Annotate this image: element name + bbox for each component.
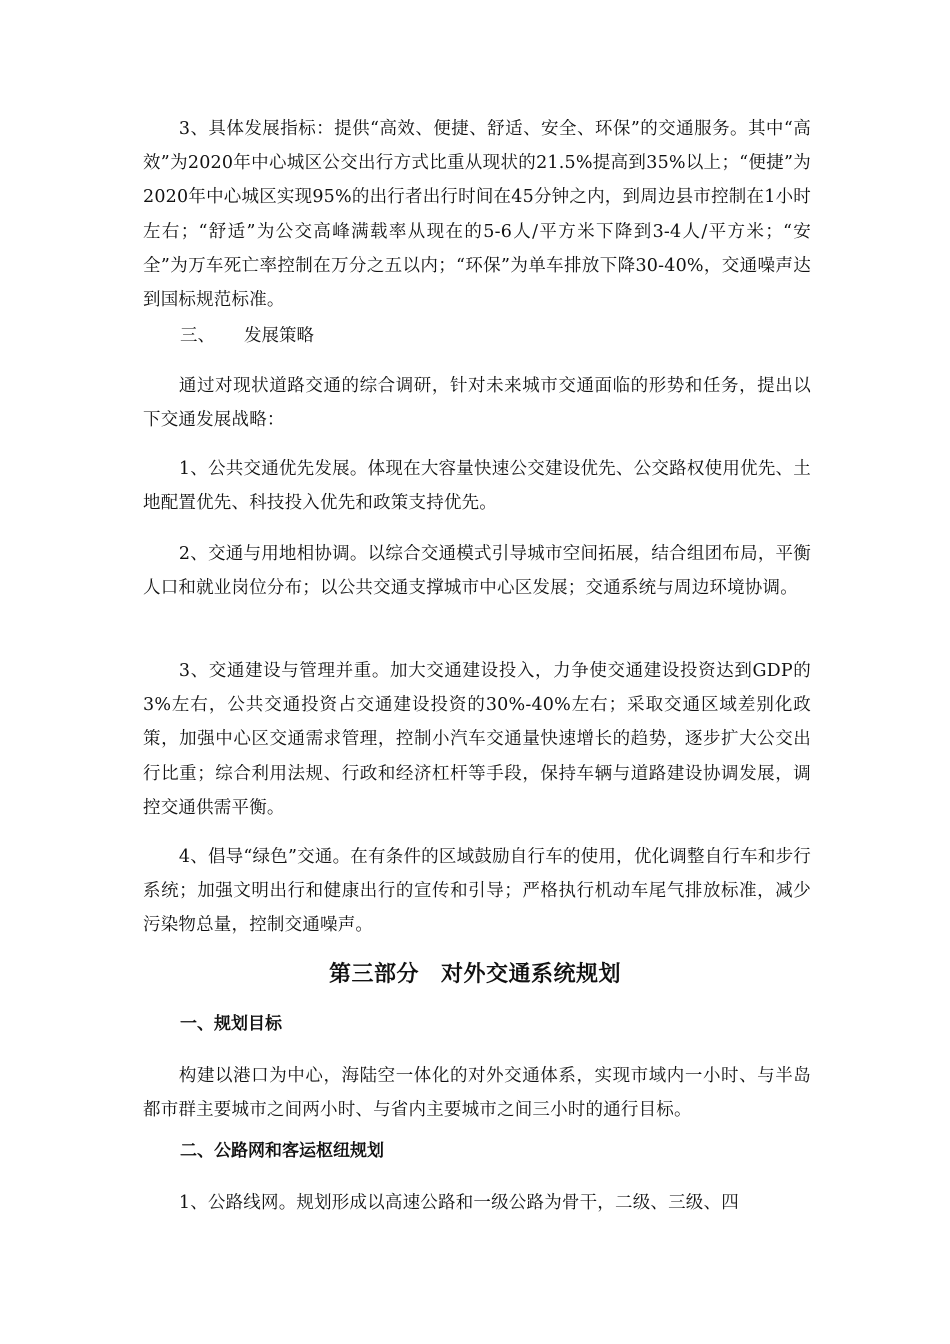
paragraph-strategy-land-use: 2、交通与用地相协调。以综合交通模式引导城市空间拓展，结合组团布局，平衡人口和就业岗位分布；以公共交通支撑城市中心区发展；交通系统与周边环境协调。 xyxy=(143,544,811,599)
heading-development-strategy xyxy=(180,319,314,353)
paragraph-strategy-green-transport: 4、倡导“绿色”交通。在有条件的区域鼓励自行车的使用，优化调整自行车和步行系统；加强文明出行和健康出行的宣传和引导；严格执行机动车尾气排放标准，减少污染物总量，控制交通噪声。 xyxy=(143,847,811,936)
heading-planning-goal: 一、规划目标 xyxy=(180,1014,282,1034)
paragraph-planning-goal: 构建以港口为中心，海陆空一体化的对外交通体系，实现市域内一小时、与半岛都市群主要城市之间两小时、与省内主要城市之间三小时的通行目标。 xyxy=(143,1066,811,1121)
paragraph-strategy-transit-priority: 1、公共交通优先发展。体现在大容量快速公交建设优先、公交路权使用优先、土地配置优先、科技投入优先和政策支持优先。 xyxy=(143,459,811,514)
section-name: 对外交通系统规划 xyxy=(441,962,622,987)
paragraph-highway-network: 1、公路线网。规划形成以高速公路和一级公路为骨干，二级、三级、四 xyxy=(178,1193,739,1213)
paragraph-strategy-intro: 通过对现状道路交通的综合调研，针对未来城市交通面临的形势和任务，提出以下交通发展战略： xyxy=(143,376,811,431)
paragraph-development-indicators: 3、具体发展指标：提供“高效、便捷、舒适、安全、环保”的交通服务。其中“高效”为2020年中心城区公交出行方式比重从现状的21.5%提高到35%以上；“便捷”为2020年中心城区实现95%的出行者出行时间在45分钟之内，到周边县市控制在1小时左右；“舒适”为公交高峰满载率从现在的5-6人/平方米下降到3-4人/平方米；“安全”为万车死亡率控制在万分之五以内；“环保”为单车排放下降30-40%，交通噪声达到国标规范标准。 xyxy=(143,119,811,311)
heading-text: 发展策略 xyxy=(244,326,314,346)
paragraph-strategy-construction-management: 3、交通建设与管理并重。加大交通建设投入，力争使交通建设投资达到GDP的3%左右，公共交通投资占交通建设投资的30%-40%左右；采取交通区域差别化政策，加强中心区交通需求管理，控制小汽车交通量快速增长的趋势，逐步扩大公交出行比重；综合利用法规、行政和经济杠杆等手段，保持车辆与道路建设协调发展，调控交通供需平衡。 xyxy=(143,661,811,818)
section-title xyxy=(0,955,950,995)
section-part-label: 第三部分 xyxy=(328,962,419,987)
heading-highway-network: 二、公路网和客运枢纽规划 xyxy=(180,1141,384,1161)
heading-number: 三、 xyxy=(180,326,215,346)
